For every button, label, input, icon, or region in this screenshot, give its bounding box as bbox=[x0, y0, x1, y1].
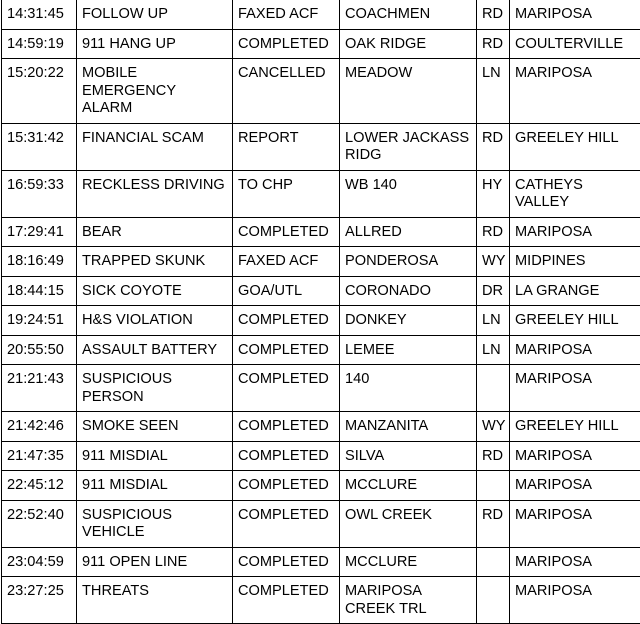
disposition-cell: COMPLETED bbox=[233, 29, 340, 59]
street-suffix-cell: WY bbox=[477, 412, 510, 442]
street-suffix-cell: RD bbox=[477, 500, 510, 547]
street-suffix-cell: WY bbox=[477, 247, 510, 277]
street-cell: 140 bbox=[340, 365, 477, 412]
city-cell: MARIPOSA bbox=[510, 500, 640, 547]
table-row bbox=[2, 123, 640, 170]
street-cell: MANZANITA bbox=[340, 412, 477, 442]
call-type-cell: 911 OPEN LINE bbox=[77, 547, 233, 577]
street-suffix-cell: LN bbox=[477, 306, 510, 336]
call-type-cell: SMOKE SEEN bbox=[77, 412, 233, 442]
city-cell: MARIPOSA bbox=[510, 335, 640, 365]
call-type-cell: 911 MISDIAL bbox=[77, 471, 233, 501]
city-cell: GREELEY HILL bbox=[510, 123, 640, 170]
disposition-cell: FAXED ACF bbox=[233, 247, 340, 277]
time-cell: 19:24:51 bbox=[2, 306, 77, 336]
disposition-cell: GOA/UTL bbox=[233, 276, 340, 306]
disposition-cell: COMPLETED bbox=[233, 365, 340, 412]
street-suffix-cell bbox=[477, 547, 510, 577]
table-row bbox=[2, 29, 640, 59]
street-cell: PONDEROSA bbox=[340, 247, 477, 277]
street-cell: SILVA bbox=[340, 441, 477, 471]
street-cell: ALLRED bbox=[340, 217, 477, 247]
incident-log-body bbox=[2, 0, 640, 624]
disposition-cell: COMPLETED bbox=[233, 412, 340, 442]
street-suffix-cell bbox=[477, 471, 510, 501]
street-suffix-cell: RD bbox=[477, 217, 510, 247]
street-cell: MCCLURE bbox=[340, 547, 477, 577]
disposition-cell: TO CHP bbox=[233, 170, 340, 217]
table-row bbox=[2, 500, 640, 547]
city-cell: MIDPINES bbox=[510, 247, 640, 277]
call-type-cell: SUSPICIOUS PERSON bbox=[77, 365, 233, 412]
time-cell: 14:31:45 bbox=[2, 0, 77, 29]
city-cell: MARIPOSA bbox=[510, 471, 640, 501]
street-cell: LOWER JACKASS RIDG bbox=[340, 123, 477, 170]
table-row bbox=[2, 577, 640, 624]
disposition-cell: COMPLETED bbox=[233, 471, 340, 501]
call-type-cell: 911 HANG UP bbox=[77, 29, 233, 59]
city-cell: GREELEY HILL bbox=[510, 412, 640, 442]
time-cell: 21:42:46 bbox=[2, 412, 77, 442]
table-row bbox=[2, 0, 640, 29]
street-suffix-cell: DR bbox=[477, 276, 510, 306]
disposition-cell: COMPLETED bbox=[233, 547, 340, 577]
disposition-cell: COMPLETED bbox=[233, 306, 340, 336]
time-cell: 15:31:42 bbox=[2, 123, 77, 170]
time-cell: 22:52:40 bbox=[2, 500, 77, 547]
street-cell: OAK RIDGE bbox=[340, 29, 477, 59]
time-cell: 18:44:15 bbox=[2, 276, 77, 306]
city-cell: MARIPOSA bbox=[510, 547, 640, 577]
street-suffix-cell bbox=[477, 365, 510, 412]
call-type-cell: ASSAULT BATTERY bbox=[77, 335, 233, 365]
city-cell: COULTERVILLE bbox=[510, 29, 640, 59]
street-suffix-cell: LN bbox=[477, 59, 510, 124]
table-row bbox=[2, 59, 640, 124]
time-cell: 21:21:43 bbox=[2, 365, 77, 412]
call-type-cell: SICK COYOTE bbox=[77, 276, 233, 306]
time-cell: 17:29:41 bbox=[2, 217, 77, 247]
call-type-cell: 911 MISDIAL bbox=[77, 441, 233, 471]
disposition-cell: COMPLETED bbox=[233, 217, 340, 247]
time-cell: 21:47:35 bbox=[2, 441, 77, 471]
call-type-cell: BEAR bbox=[77, 217, 233, 247]
time-cell: 15:20:22 bbox=[2, 59, 77, 124]
disposition-cell: COMPLETED bbox=[233, 577, 340, 624]
disposition-cell: FAXED ACF bbox=[233, 0, 340, 29]
city-cell: MARIPOSA bbox=[510, 59, 640, 124]
call-type-cell: TRAPPED SKUNK bbox=[77, 247, 233, 277]
street-cell: LEMEE bbox=[340, 335, 477, 365]
disposition-cell: COMPLETED bbox=[233, 441, 340, 471]
table-row bbox=[2, 441, 640, 471]
street-suffix-cell: HY bbox=[477, 170, 510, 217]
disposition-cell: COMPLETED bbox=[233, 335, 340, 365]
table-row bbox=[2, 306, 640, 336]
street-suffix-cell: RD bbox=[477, 123, 510, 170]
city-cell: LA GRANGE bbox=[510, 276, 640, 306]
time-cell: 14:59:19 bbox=[2, 29, 77, 59]
city-cell: MARIPOSA bbox=[510, 441, 640, 471]
call-type-cell: FINANCIAL SCAM bbox=[77, 123, 233, 170]
table-row bbox=[2, 471, 640, 501]
street-cell: CORONADO bbox=[340, 276, 477, 306]
table-row bbox=[2, 247, 640, 277]
street-suffix-cell: RD bbox=[477, 29, 510, 59]
city-cell: GREELEY HILL bbox=[510, 306, 640, 336]
disposition-cell: CANCELLED bbox=[233, 59, 340, 124]
street-cell: OWL CREEK bbox=[340, 500, 477, 547]
table-row bbox=[2, 335, 640, 365]
table-row bbox=[2, 170, 640, 217]
disposition-cell: REPORT bbox=[233, 123, 340, 170]
disposition-cell: COMPLETED bbox=[233, 500, 340, 547]
time-cell: 23:27:25 bbox=[2, 577, 77, 624]
street-suffix-cell: RD bbox=[477, 441, 510, 471]
street-suffix-cell: RD bbox=[477, 0, 510, 29]
city-cell: MARIPOSA bbox=[510, 577, 640, 624]
city-cell: MARIPOSA bbox=[510, 217, 640, 247]
time-cell: 22:45:12 bbox=[2, 471, 77, 501]
table-row bbox=[2, 365, 640, 412]
street-cell: MCCLURE bbox=[340, 471, 477, 501]
street-suffix-cell bbox=[477, 577, 510, 624]
incident-log-table bbox=[1, 0, 640, 624]
street-cell: COACHMEN bbox=[340, 0, 477, 29]
call-type-cell: FOLLOW UP bbox=[77, 0, 233, 29]
street-cell: WB 140 bbox=[340, 170, 477, 217]
table-row bbox=[2, 276, 640, 306]
time-cell: 16:59:33 bbox=[2, 170, 77, 217]
call-type-cell: THREATS bbox=[77, 577, 233, 624]
street-cell: MARIPOSA CREEK TRL bbox=[340, 577, 477, 624]
call-type-cell: RECKLESS DRIVING bbox=[77, 170, 233, 217]
table-row bbox=[2, 547, 640, 577]
call-type-cell: MOBILE EMERGENCY ALARM bbox=[77, 59, 233, 124]
call-type-cell: H&S VIOLATION bbox=[77, 306, 233, 336]
time-cell: 20:55:50 bbox=[2, 335, 77, 365]
time-cell: 18:16:49 bbox=[2, 247, 77, 277]
call-type-cell: SUSPICIOUS VEHICLE bbox=[77, 500, 233, 547]
city-cell: MARIPOSA bbox=[510, 0, 640, 29]
street-cell: DONKEY bbox=[340, 306, 477, 336]
table-row bbox=[2, 217, 640, 247]
street-cell: MEADOW bbox=[340, 59, 477, 124]
time-cell: 23:04:59 bbox=[2, 547, 77, 577]
city-cell: MARIPOSA bbox=[510, 365, 640, 412]
table-row bbox=[2, 412, 640, 442]
street-suffix-cell: LN bbox=[477, 335, 510, 365]
city-cell: CATHEYS VALLEY bbox=[510, 170, 640, 217]
